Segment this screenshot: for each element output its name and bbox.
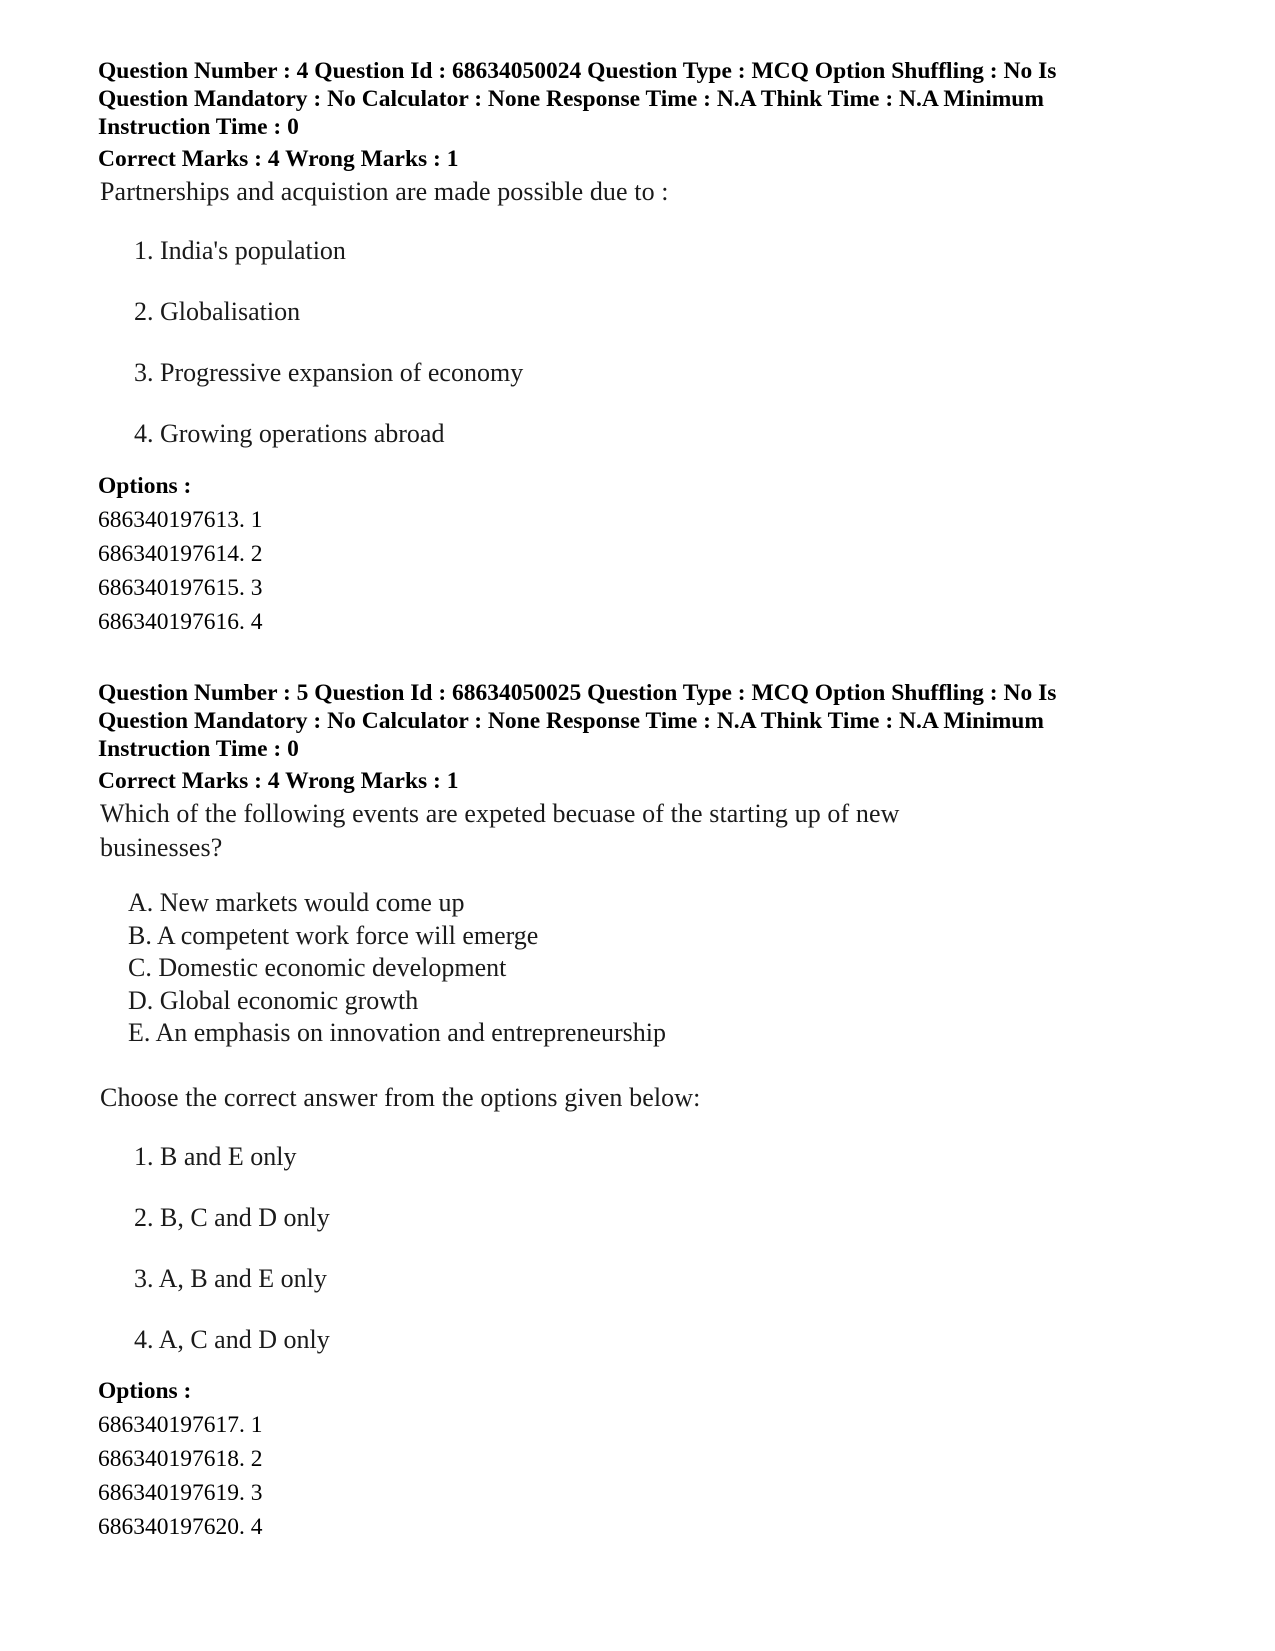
answer-choices-5: [98, 1263, 1178, 1295]
answer-choices-5: [98, 1202, 1178, 1234]
question-header-4: [98, 57, 1178, 173]
option-item: 686340197618. 2: [98, 1446, 263, 1472]
question-marks: Correct Marks : 4 Wrong Marks : 1: [98, 146, 459, 172]
options-heading: Options :: [98, 473, 192, 499]
statement-item: A. New markets would come up: [128, 888, 465, 917]
answer-choice: 3. A, B and E only: [134, 1264, 327, 1293]
answer-choices-4: [98, 235, 1178, 267]
option-item: 686340197620. 4: [98, 1514, 263, 1540]
option-item: 686340197613. 1: [98, 507, 263, 533]
answer-choice: 1. B and E only: [134, 1142, 297, 1171]
question-text: Which of the following events are expeted becuase of the starting up of new: [100, 799, 900, 828]
question-meta-line: Question Number : 4 Question Id : 68634050024 Question Type : MCQ Option Shuffling : No Is: [98, 58, 1057, 84]
option-item: 686340197614. 2: [98, 541, 263, 567]
answer-choices-5: [98, 1141, 1178, 1173]
question-meta-line: Instruction Time : 0: [98, 736, 299, 762]
answer-choice: 4. A, C and D only: [134, 1325, 330, 1354]
question-text: businesses?: [100, 833, 223, 862]
question-meta-line: Question Number : 5 Question Id : 68634050025 Question Type : MCQ Option Shuffling : No Is: [98, 680, 1057, 706]
statement-item: B. A competent work force will emerge: [128, 920, 539, 950]
question-text: Partnerships and acquistion are made possible due to :: [100, 177, 669, 206]
answer-choices-4: [98, 418, 1178, 450]
answer-choice: 4. Growing operations abroad: [134, 419, 445, 448]
answer-choice: 3. Progressive expansion of economy: [134, 358, 524, 387]
option-item: 686340197617. 1: [98, 1412, 263, 1438]
instruction-text: Choose the correct answer from the options given below:: [100, 1083, 701, 1112]
answer-choice: 1. India's population: [134, 236, 346, 265]
option-item: 686340197615. 3: [98, 575, 263, 601]
question-text-5: [98, 796, 1178, 864]
question-text-4: [98, 174, 1178, 208]
option-item: 686340197616. 4: [98, 609, 263, 635]
answer-choice: 2. Globalisation: [134, 297, 301, 326]
statement-item: C. Domestic economic development: [128, 953, 507, 982]
answer-choices-5: [98, 1324, 1178, 1356]
answer-choices-4: [98, 296, 1178, 328]
question-meta-line: Instruction Time : 0: [98, 114, 299, 140]
question-meta-line: Question Mandatory : No Calculator : None Response Time : N.A Think Time : N.A Minimum: [98, 86, 1044, 112]
statements-5: [98, 887, 1178, 1050]
answer-choice: 2. B, C and D only: [134, 1203, 330, 1232]
answer-choices-4: [98, 357, 1178, 389]
question-marks: Correct Marks : 4 Wrong Marks : 1: [98, 768, 459, 794]
options-section-5: [98, 1377, 1178, 1544]
option-item: 686340197619. 3: [98, 1480, 263, 1506]
statement-item: D. Global economic growth: [128, 985, 419, 1015]
options-heading: Options :: [98, 1378, 192, 1404]
question-meta-line: Question Mandatory : No Calculator : None Response Time : N.A Think Time : N.A Minimum: [98, 708, 1044, 734]
question-header-5: [98, 679, 1178, 795]
instruction-5: [98, 1080, 1178, 1114]
options-section-4: [98, 472, 1178, 639]
statement-item: E. An emphasis on innovation and entrepreneurship: [128, 1018, 666, 1047]
